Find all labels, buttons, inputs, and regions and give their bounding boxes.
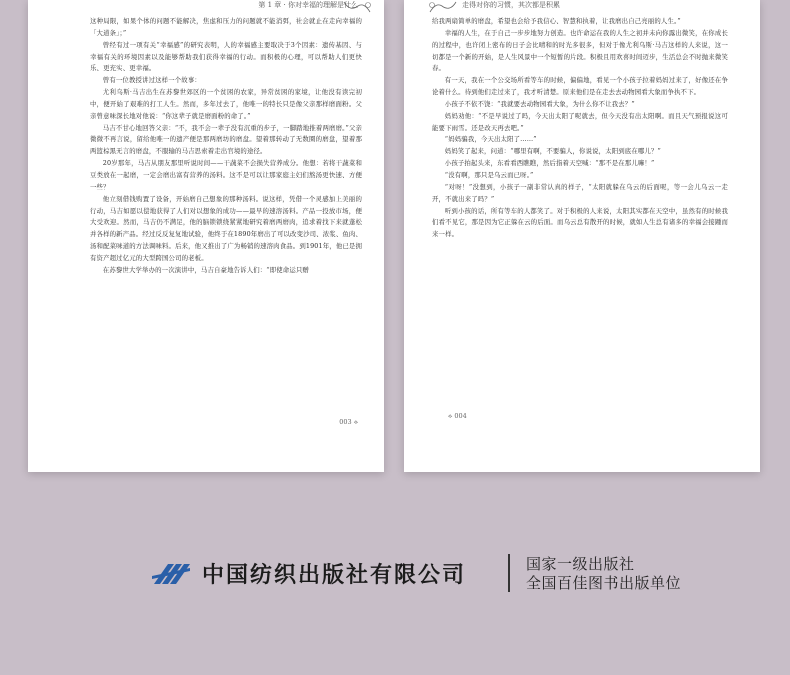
paragraph: 曾有一位教授讲过这样一个故事： bbox=[102, 76, 201, 85]
paragraph: “没有啊，那只是乌云而已呀。” bbox=[444, 170, 534, 179]
paragraph: 有一天，我在一个公交场所看等车的时候，偏偏地，看见一个小孩子拉着妈妈过来了，好像还在争论着什么。待到他们走过来了，我才听清楚。原来他们是在走去去动物园看大象而争执不下。 bbox=[432, 76, 728, 97]
paragraph: 在苏黎世大学举办的一次演讲中，马吉自豪地告诉人们：“即使命运只赠 bbox=[102, 265, 309, 274]
paragraph: 小孩子拍起头来，东看看西瞧瞧，然后指着天空喊：“那不是在那儿嘛！” bbox=[444, 159, 655, 168]
book-corner-decoration-icon bbox=[422, 0, 462, 16]
paragraph: 这种局限，如果个体的问题不能解决，焦虑和压力的问题就不能消弭，社会就止在走向幸福的「大道条」；” bbox=[90, 17, 362, 37]
page-body bbox=[90, 16, 362, 277]
page-number-value: 004 bbox=[454, 412, 467, 420]
page-number-value: 003 bbox=[339, 418, 352, 426]
publisher-tagline-rank: 国家一级出版社 bbox=[526, 555, 635, 573]
folio-ornament-icon: ⟡ bbox=[448, 412, 453, 420]
publisher-name: 中国纺织出版社有限公司 bbox=[202, 563, 467, 588]
paragraph: 给我两扇简单的磨盘，希望也会给予我信心、智慧和执着，让我磨出自己亮丽的人生。” bbox=[432, 17, 681, 25]
publisher-banner bbox=[150, 548, 710, 598]
paragraph: 他立刻借钱购置了设备，开始磨自己想象的那种汤料。说这样，凭借一个灵感加上美丽的行动，马吉如愿以偿地获得了人们对以想象的成功——最早的速溶汤料。产品一投放市场，便大受欢迎。然而，马吉仍不满足，他的脑锁锁绕紧紧地研究着磨两磨肉，追求着找下来就蓬松并各样的新产品。经过反反复复地试验，他终于在1890年磨出了可以改变沙司、浓浆、鱼肉、汤和配菜味道的方法调味料。后来，他又推出了广为畅销的速溶肉食品。到1901年，他已是拥有资产超过亿元的大型跨国公司的老板。 bbox=[90, 194, 362, 262]
running-head: 第 1 章 · 你对幸福的理解是什么 bbox=[258, 1, 358, 9]
publisher-tagline-award: 全国百佳图书出版单位 bbox=[526, 574, 682, 592]
paragraph: 听到小孩的话，所有等车的人都笑了。对于积极的人来说，太阳其实都在天空中，虽然有的时候我们看不见它，那是因为它正躲在云的后面。而乌云总有散开的时候，就如人生总有诸多的幸福会接踵而来一样。 bbox=[432, 206, 728, 239]
left-page bbox=[28, 0, 384, 472]
paragraph: 幸福的人生，在于自己一步步地努力创造。也许命运在我的人生之初并未向你露出微笑，在你成长的过程中，也许闭上密布的日子会比晴和的时光多很多，但对于像尤利乌斯·马吉这样的人来说，这一切都是一个新的开始，是人生风景中一个短暂的片段。积极且用欢喜时间迈步，生活总会不时抛来微笑春。 bbox=[432, 28, 728, 73]
publisher-logo-icon bbox=[150, 554, 192, 590]
paragraph: 小孩子不依不饶：“我就要去动物园看大象，为什么你不让我去？” bbox=[444, 99, 635, 108]
running-head: 走得对你的习惯，其次都是积累 bbox=[462, 1, 560, 9]
paragraph: 曾经有过一项有关“幸福感”的研究表明，人的幸福感主要取决于3个因素：遗传基因、与幸福有关的环境因素以及能够帮助我们获得幸福的行动。而积极的心理，可以帮助人们更快乐、更充实、更幸福。 bbox=[90, 40, 362, 73]
folio-ornament-icon: ⟡ bbox=[353, 418, 358, 426]
page-number bbox=[448, 412, 467, 421]
paragraph: 马吉不甘心地回答父亲：“不，我不会一辈子没有沉重的步子，一脚踏地推着两磨磨。”父亲微微不再言说，留给他唯一的遗产便是那两磨坊的磨盘。望着那转动了无数圈的磨盘，望着那两篮棕黑无言的磨盘，不服输的马吉思索着走出官境的途径。 bbox=[90, 123, 362, 156]
paragraph: 20岁那年，马吉从朋友那里听说时间——干蔬菜不会损失营养成分。他想：若将干蔬菜和豆类放在一起磨，一定会磨出富有营养的汤料。这不是可以让那家庭主妇们熬汤更快速、方便一些？ bbox=[90, 159, 362, 191]
right-page bbox=[404, 0, 760, 472]
paragraph: “对呀！”没想到，小孩子一副非常认真的样子，“太阳就躲在乌云的后面呢，等一会儿乌云一走开，不就出来了吗？” bbox=[432, 182, 728, 203]
paragraph: “妈妈骗我，今天出太阳了……” bbox=[444, 135, 537, 144]
paragraph: 妈妈劝他：“不是早说过了吗，今天出太阳了呢就去，但今天没有出太阳啊。而且天气预报说这可能要下雨雪。还是改天再去吧。” bbox=[432, 111, 728, 132]
page-body bbox=[432, 16, 728, 241]
paragraph: 妈妈笑了起来，问道：“哪里有啊，不要骗人，你说说，太阳到底在哪儿？” bbox=[444, 147, 661, 156]
divider bbox=[508, 554, 510, 592]
paragraph: 尤利乌斯·马吉出生在苏黎世郊区的一个贫困的农家，异常贫困的家境，让他没有读完初中，便开始了艰难的打工人生。然而，多年过去了，他唯一的特长只是像父亲那样磨面粉。父亲曾意味深长地对他说：“你这辈子就是磨面粉的命了。” bbox=[90, 88, 362, 120]
page-number bbox=[339, 418, 358, 427]
